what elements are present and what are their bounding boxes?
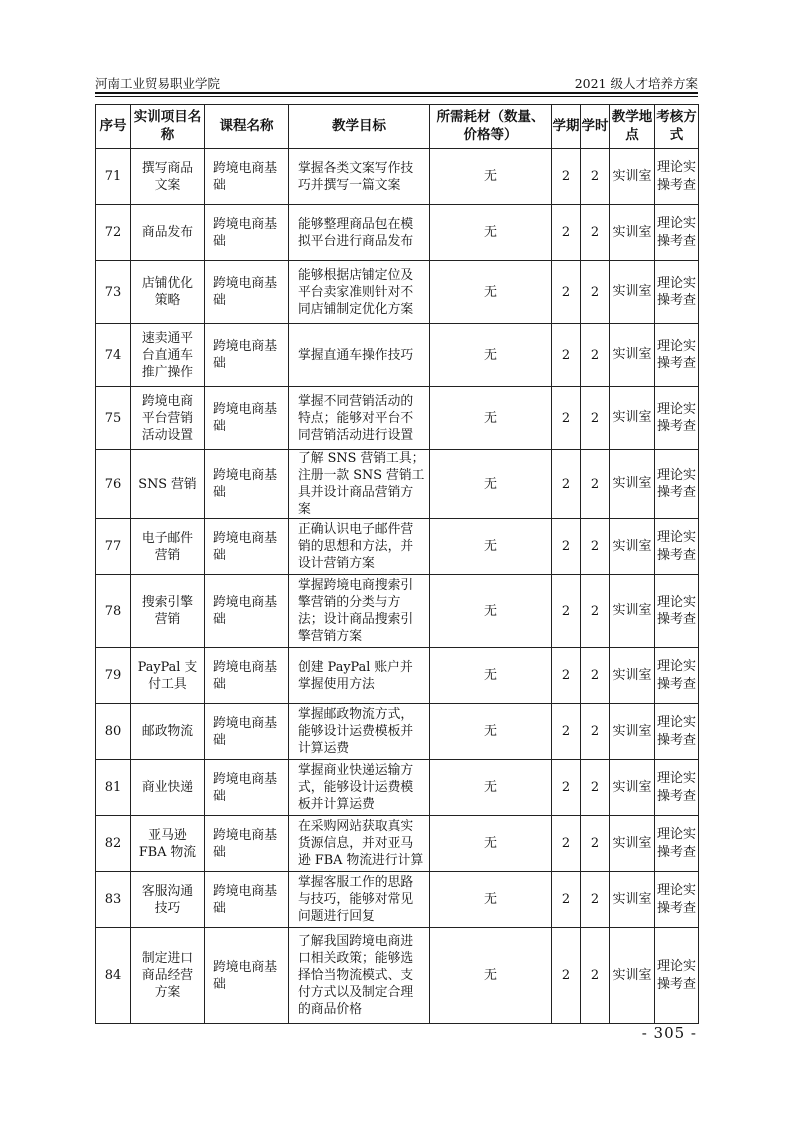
cell-material: 无 <box>430 324 552 387</box>
cell-material: 无 <box>430 928 552 1024</box>
cell-course: 跨境电商基础 <box>205 450 289 519</box>
cell-course: 跨境电商基础 <box>205 387 289 450</box>
cell-goal: 掌握不同营销活动的特点；能够对平台不同营销活动进行设置 <box>289 387 430 450</box>
cell-course: 跨境电商基础 <box>205 872 289 928</box>
cell-item-name: 电子邮件营销 <box>131 519 205 575</box>
cell-term: 2 <box>552 760 581 816</box>
cell-material: 无 <box>430 575 552 648</box>
cell-hours: 2 <box>581 575 610 648</box>
col-header-place: 教学地点 <box>610 105 655 149</box>
cell-place: 实训室 <box>610 324 655 387</box>
table-row <box>96 816 699 872</box>
cell-place: 实训室 <box>610 149 655 205</box>
cell-material: 无 <box>430 205 552 261</box>
table-header-row <box>96 105 699 149</box>
table-row <box>96 760 699 816</box>
cell-goal: 了解我国跨境电商进口相关政策；能够选择恰当物流模式、支付方式以及制定合理的商品价格 <box>289 928 430 1024</box>
cell-course: 跨境电商基础 <box>205 149 289 205</box>
cell-place: 实训室 <box>610 872 655 928</box>
table-row <box>96 261 699 324</box>
cell-goal: 掌握客服工作的思路与技巧，能够对常见问题进行回复 <box>289 872 430 928</box>
page-header <box>95 72 698 92</box>
cell-item-name: PayPal 支付工具 <box>131 648 205 704</box>
cell-material: 无 <box>430 387 552 450</box>
cell-hours: 2 <box>581 324 610 387</box>
cell-no: 80 <box>96 704 131 760</box>
cell-item-name: 商品发布 <box>131 205 205 261</box>
cell-term: 2 <box>552 450 581 519</box>
col-header-no: 序号 <box>96 105 131 149</box>
cell-term: 2 <box>552 928 581 1024</box>
cell-material: 无 <box>430 519 552 575</box>
cell-course: 跨境电商基础 <box>205 324 289 387</box>
cell-hours: 2 <box>581 205 610 261</box>
cell-exam: 理论实操考查 <box>655 261 699 324</box>
cell-no: 83 <box>96 872 131 928</box>
cell-material: 无 <box>430 648 552 704</box>
cell-hours: 2 <box>581 872 610 928</box>
cell-place: 实训室 <box>610 450 655 519</box>
cell-place: 实训室 <box>610 387 655 450</box>
cell-place: 实训室 <box>610 519 655 575</box>
cell-exam: 理论实操考查 <box>655 816 699 872</box>
cell-hours: 2 <box>581 704 610 760</box>
cell-no: 71 <box>96 149 131 205</box>
cell-no: 77 <box>96 519 131 575</box>
col-header-exam: 考核方式 <box>655 105 699 149</box>
cell-goal: 掌握各类文案写作技巧并撰写一篇文案 <box>289 149 430 205</box>
cell-material: 无 <box>430 872 552 928</box>
cell-course: 跨境电商基础 <box>205 760 289 816</box>
cell-material: 无 <box>430 149 552 205</box>
cell-goal: 能够整理商品包在模拟平台进行商品发布 <box>289 205 430 261</box>
cell-no: 73 <box>96 261 131 324</box>
cell-term: 2 <box>552 704 581 760</box>
header-rule-thin <box>95 96 698 97</box>
cell-goal: 掌握邮政物流方式，能够设计运费模板并计算运费 <box>289 704 430 760</box>
cell-place: 实训室 <box>610 575 655 648</box>
cell-no: 78 <box>96 575 131 648</box>
cell-exam: 理论实操考查 <box>655 760 699 816</box>
cell-material: 无 <box>430 704 552 760</box>
cell-item-name: 速卖通平台直通车推广操作 <box>131 324 205 387</box>
cell-item-name: 亚马逊 FBA 物流 <box>131 816 205 872</box>
col-header-item-name: 实训项目名称 <box>131 105 205 149</box>
cell-exam: 理论实操考查 <box>655 450 699 519</box>
cell-term: 2 <box>552 324 581 387</box>
cell-term: 2 <box>552 149 581 205</box>
cell-item-name: 制定进口商品经营方案 <box>131 928 205 1024</box>
cell-exam: 理论实操考查 <box>655 648 699 704</box>
cell-goal: 掌握直通车操作技巧 <box>289 324 430 387</box>
cell-exam: 理论实操考查 <box>655 928 699 1024</box>
cell-item-name: SNS 营销 <box>131 450 205 519</box>
cell-no: 76 <box>96 450 131 519</box>
cell-term: 2 <box>552 575 581 648</box>
cell-course: 跨境电商基础 <box>205 519 289 575</box>
cell-term: 2 <box>552 387 581 450</box>
cell-goal: 能够根据店铺定位及平台卖家准则针对不同店铺制定优化方案 <box>289 261 430 324</box>
cell-exam: 理论实操考查 <box>655 205 699 261</box>
cell-place: 实训室 <box>610 704 655 760</box>
cell-hours: 2 <box>581 387 610 450</box>
page-number: - 305 - <box>641 1024 697 1042</box>
col-header-material: 所需耗材（数量、价格等） <box>430 105 552 149</box>
table-row <box>96 450 699 519</box>
cell-hours: 2 <box>581 149 610 205</box>
cell-term: 2 <box>552 519 581 575</box>
cell-no: 74 <box>96 324 131 387</box>
table-row <box>96 205 699 261</box>
cell-goal: 了解 SNS 营销工具；注册一款 SNS 营销工具并设计商品营销方案 <box>289 450 430 519</box>
cell-no: 72 <box>96 205 131 261</box>
cell-course: 跨境电商基础 <box>205 928 289 1024</box>
cell-goal: 正确认识电子邮件营销的思想和方法，并设计营销方案 <box>289 519 430 575</box>
cell-exam: 理论实操考查 <box>655 519 699 575</box>
col-header-term: 学期 <box>552 105 581 149</box>
cell-place: 实训室 <box>610 648 655 704</box>
cell-hours: 2 <box>581 816 610 872</box>
cell-term: 2 <box>552 872 581 928</box>
col-header-course: 课程名称 <box>205 105 289 149</box>
col-header-hours: 学时 <box>581 105 610 149</box>
cell-exam: 理论实操考查 <box>655 575 699 648</box>
cell-no: 81 <box>96 760 131 816</box>
cell-item-name: 撰写商品文案 <box>131 149 205 205</box>
cell-course: 跨境电商基础 <box>205 648 289 704</box>
cell-term: 2 <box>552 648 581 704</box>
table-row <box>96 928 699 1024</box>
cell-item-name: 跨境电商平台营销活动设置 <box>131 387 205 450</box>
cell-course: 跨境电商基础 <box>205 816 289 872</box>
cell-item-name: 搜索引擎营销 <box>131 575 205 648</box>
cell-material: 无 <box>430 816 552 872</box>
cell-item-name: 店铺优化策略 <box>131 261 205 324</box>
table-row <box>96 575 699 648</box>
cell-place: 实训室 <box>610 928 655 1024</box>
school-name: 河南工业贸易职业学院 <box>95 76 221 91</box>
cell-hours: 2 <box>581 648 610 704</box>
cell-place: 实训室 <box>610 760 655 816</box>
cell-exam: 理论实操考查 <box>655 324 699 387</box>
header-rule-thick <box>95 92 698 94</box>
cell-hours: 2 <box>581 928 610 1024</box>
table-row <box>96 324 699 387</box>
cell-goal: 创建 PayPal 账户并掌握使用方法 <box>289 648 430 704</box>
cell-no: 75 <box>96 387 131 450</box>
cell-place: 实训室 <box>610 816 655 872</box>
cell-hours: 2 <box>581 519 610 575</box>
cell-hours: 2 <box>581 450 610 519</box>
cell-course: 跨境电商基础 <box>205 704 289 760</box>
cell-exam: 理论实操考查 <box>655 387 699 450</box>
cell-hours: 2 <box>581 760 610 816</box>
col-header-goal: 教学目标 <box>289 105 430 149</box>
cell-item-name: 客服沟通技巧 <box>131 872 205 928</box>
cell-material: 无 <box>430 261 552 324</box>
cell-exam: 理论实操考查 <box>655 704 699 760</box>
cell-term: 2 <box>552 261 581 324</box>
cell-hours: 2 <box>581 261 610 324</box>
cell-term: 2 <box>552 205 581 261</box>
cell-material: 无 <box>430 760 552 816</box>
cell-goal: 掌握跨境电商搜索引擎营销的分类与方法；设计商品搜索引擎营销方案 <box>289 575 430 648</box>
cell-exam: 理论实操考查 <box>655 872 699 928</box>
cell-place: 实训室 <box>610 205 655 261</box>
cell-no: 82 <box>96 816 131 872</box>
table-row <box>96 648 699 704</box>
cell-item-name: 邮政物流 <box>131 704 205 760</box>
table-row <box>96 387 699 450</box>
cell-course: 跨境电商基础 <box>205 261 289 324</box>
cell-course: 跨境电商基础 <box>205 575 289 648</box>
table-row <box>96 519 699 575</box>
cell-course: 跨境电商基础 <box>205 205 289 261</box>
cell-material: 无 <box>430 450 552 519</box>
cell-exam: 理论实操考查 <box>655 149 699 205</box>
table-row <box>96 872 699 928</box>
cell-goal: 掌握商业快递运输方式，能够设计运费模板并计算运费 <box>289 760 430 816</box>
training-items-table <box>95 104 699 1024</box>
cell-no: 84 <box>96 928 131 1024</box>
document-title: 2021 级人才培养方案 <box>574 76 698 91</box>
table-row <box>96 149 699 205</box>
cell-item-name: 商业快递 <box>131 760 205 816</box>
cell-no: 79 <box>96 648 131 704</box>
cell-place: 实训室 <box>610 261 655 324</box>
cell-goal: 在采购网站获取真实货源信息，并对亚马逊 FBA 物流进行计算 <box>289 816 430 872</box>
cell-term: 2 <box>552 816 581 872</box>
table-row <box>96 704 699 760</box>
